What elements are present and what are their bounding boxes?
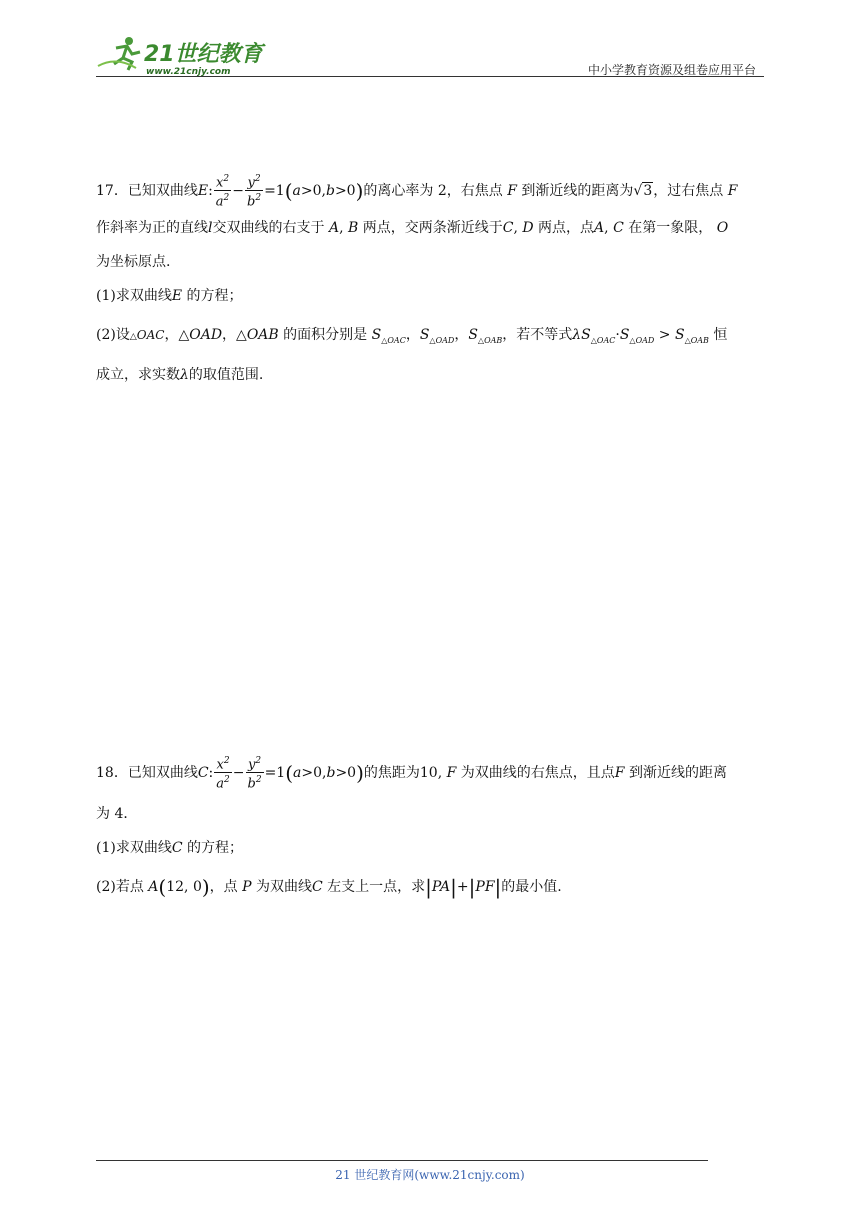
q17-line1: 17．已知双曲线E: $\frac{x^2}{a^2}$ − $\frac{y^2}{b^2}$ =1(a>0,b>0)的离心率为 2，右焦点 F 到渐近线的距离为√3，过右焦点 F: [96, 174, 738, 210]
q17-part2: (2)设△OAC，△OAD，△OAB 的面积分别是 $S_{\triangle OAC}$，$S_{\triangle OAD}$，$S_{\triangle OAB}$，若不等式$\lambda S_{\triangle OAC}\cdot S_{\triangle OAD} > S_{\triangle OAB}$ 恒: [96, 327, 728, 345]
logo-url: www.21cnjy.com: [146, 67, 231, 77]
footer-link[interactable]: 21 世纪教育网(www.21cnjy.com): [335, 1168, 525, 1182]
runner-icon: [98, 37, 140, 70]
site-logo: [96, 34, 266, 78]
logo-text: 21世纪教育: [144, 42, 263, 67]
header-divider: [96, 76, 764, 77]
q17-line2: 作斜率为正的直线l交双曲线的右支于 A, B 两点，交两条渐近线于C, D 两点，点A, C 在第一象限， O: [96, 220, 729, 236]
q17-part2-cont: 成立，求实数λ的取值范围.: [96, 367, 264, 383]
q18-part2: (2)若点 A(12, 0)，点 P 为双曲线C 左支上一点，求|PA|+|PF|的最小值.: [96, 875, 562, 899]
footer-divider: [96, 1160, 708, 1161]
q17-part1: (1)求双曲线E 的方程；: [96, 288, 243, 304]
q17-line3: 为坐标原点.: [96, 254, 171, 270]
q18-part1: (1)求双曲线C 的方程；: [96, 840, 244, 856]
platform-name: 中小学教育资源及组卷应用平台: [587, 63, 756, 77]
q18-line2: 为 4．: [96, 806, 138, 822]
q18-line1: 18．已知双曲线C: $\frac{x^2}{a^2}$ − $\frac{y^2}{b^2}$ =1(a>0,b>0)的焦距为10, F 为双曲线的右焦点，且点F 到渐近线的距离: [96, 756, 727, 792]
